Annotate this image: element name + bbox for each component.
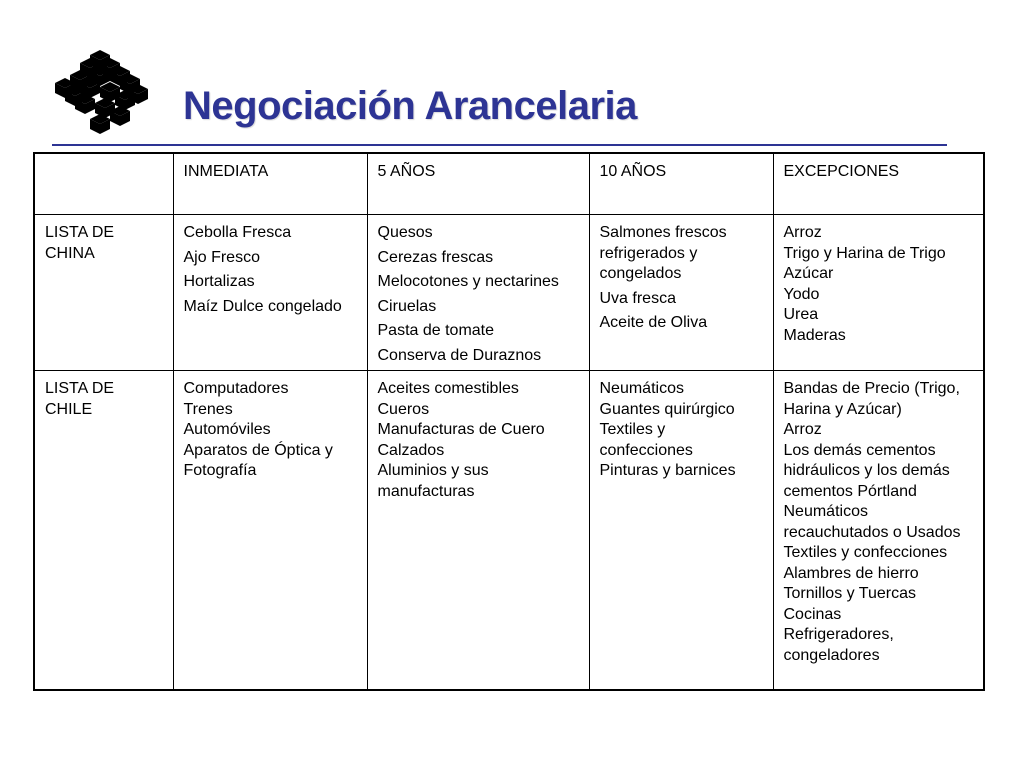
list-item: Pasta de tomate [377, 322, 495, 339]
list-item: Quesos [377, 224, 433, 241]
list-item: Aluminios y sus manufacturas [377, 462, 489, 500]
table-row-china [34, 215, 984, 371]
list-item: Uva fresca [599, 289, 676, 307]
list-item: Aceites comestibles [377, 380, 519, 397]
list-item: Guantes quirúrgico [599, 400, 735, 418]
list-item: Textiles y confecciones [599, 421, 693, 459]
list-item: Trenes [183, 400, 233, 418]
list-item: Neumáticos [599, 380, 684, 397]
cell-china-excepciones [773, 215, 984, 371]
list-item: Arroz [783, 421, 822, 438]
list-item: Aceite de Oliva [599, 314, 708, 331]
title-divider [52, 144, 947, 146]
list-item: Trigo y Harina de Trigo [783, 244, 946, 262]
list-item: Arroz [783, 224, 822, 241]
list-item: Maíz Dulce congelado [183, 297, 342, 315]
list-item: Cebolla Fresca [183, 224, 292, 241]
cell-chile-excepciones [773, 371, 984, 691]
header-inmediata: INMEDIATA [173, 153, 367, 215]
list-item: Aparatos de Óptica y Fotografía [183, 441, 333, 479]
list-item: Salmones frescos refrigerados y congelados [599, 224, 727, 282]
list-item: Textiles y confecciones [783, 544, 948, 561]
list-item: Bandas de Precio (Trigo, Harina y Azúcar) [783, 380, 960, 418]
list-item: Automóviles [183, 421, 271, 438]
header-excepciones: EXCEPCIONES [773, 153, 984, 215]
list-item: Melocotones y nectarines [377, 273, 559, 290]
list-item: Pinturas y barnices [599, 462, 736, 479]
row-label-chile: LISTA DE CHILE [34, 371, 173, 691]
row-label-china: LISTA DE CHINA [34, 215, 173, 371]
list-item: Cocinas [783, 605, 842, 623]
list-item: Hortalizas [183, 273, 255, 290]
list-item: Neumáticos recauchutados o Usados [783, 503, 961, 541]
list-item: Cueros [377, 400, 430, 418]
cell-china-5-anos [367, 215, 589, 371]
list-item: Maderas [783, 326, 846, 344]
chile-flag-cubes-logo-icon [50, 48, 150, 136]
list-item: Los demás cementos hidráulicos y los demás cementos Pórtland [783, 441, 950, 500]
list-item: Yodo [783, 285, 820, 303]
list-item: Tornillos y Tuercas [783, 585, 916, 602]
header-10-anos: 10 AÑOS [589, 153, 773, 215]
list-item: Ciruelas [377, 297, 437, 315]
list-item: Alambres de hierro [783, 564, 919, 582]
table-row-chile [34, 371, 984, 691]
list-item: Conserva de Duraznos [377, 346, 542, 364]
list-item: Urea [783, 306, 819, 323]
cell-chile-5-anos [367, 371, 589, 691]
list-item: Azúcar [783, 265, 834, 282]
list-item: Refrigeradores, congeladores [783, 626, 894, 664]
list-item: Ajo Fresco [183, 248, 260, 266]
tariff-table [33, 152, 985, 691]
cell-chile-10-anos [589, 371, 773, 691]
header-5-anos: 5 AÑOS [367, 153, 589, 215]
table-header-row [34, 153, 984, 215]
cell-china-inmediata [173, 215, 367, 371]
list-item: Cerezas frescas [377, 248, 494, 266]
cell-chile-inmediata [173, 371, 367, 691]
tariff-table-container [33, 152, 983, 691]
header-empty [34, 153, 173, 215]
page-title: Negociación Arancelaria [183, 84, 637, 128]
list-item: Computadores [183, 380, 289, 397]
list-item: Manufacturas de Cuero [377, 421, 545, 438]
cell-china-10-anos [589, 215, 773, 371]
list-item: Calzados [377, 441, 445, 459]
